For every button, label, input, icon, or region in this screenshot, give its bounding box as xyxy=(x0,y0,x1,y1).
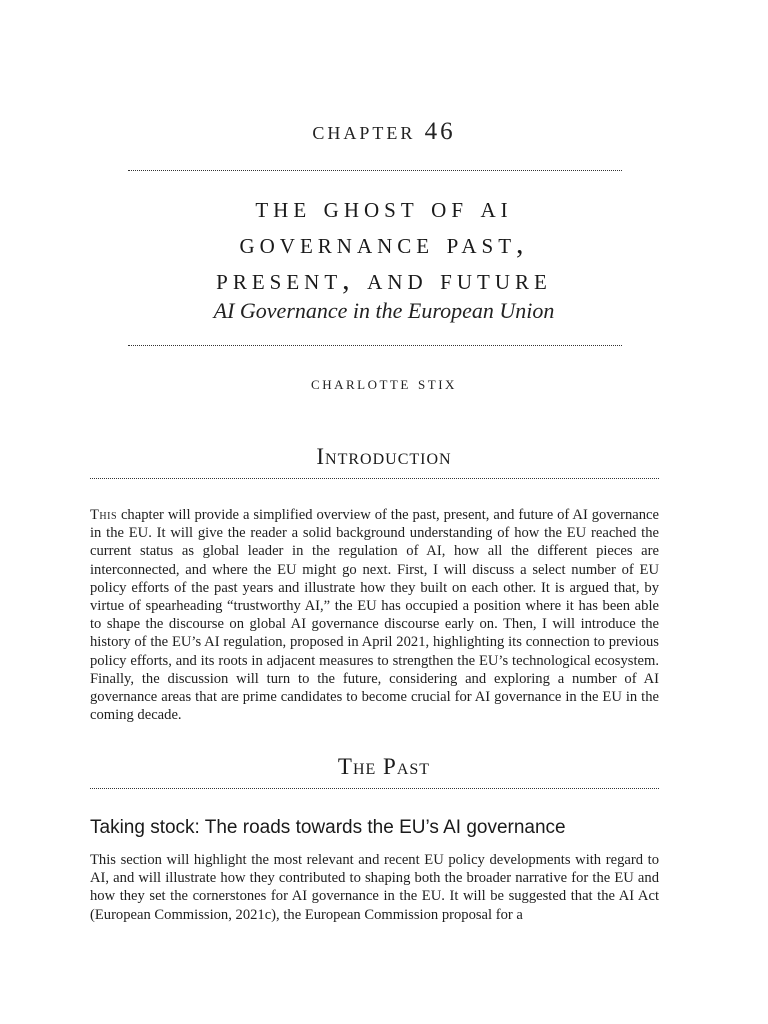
introduction-body-text: chapter will provide a simplified overview of the past, present, and future of AI governance in the EU. It will give the reader a solid background understanding of how the EU reached the current status as global leader in the regulation of AI, how all the different pieces are interconnected, and where the EU might go next. First, I will discuss a select number of EU policy efforts of the past years and illustrate how they built on each other. It is argued that, by virtue of spearheading “trustworthy AI,” the EU has occupied a position where it has been able to shape the discourse on global AI governance discourse early on. Then, I will introduce the history of the EU’s AI regulation, proposed in April 2021, highlighting its connection to previous policy efforts, and its roots in adjacent measures to strengthen the EU’s technological ecosystem. Finally, the discussion will turn to the future, considering and exploring a number of AI governance areas that are prime candidates to become crucial for AI governance in the EU in the coming decade. xyxy=(90,507,659,724)
section-heading-the-past: The Past xyxy=(337,754,431,779)
the-past-divider xyxy=(90,788,659,789)
subsection-heading: Taking stock: The roads towards the EU’s AI governance xyxy=(90,817,566,838)
the-past-paragraph: This section will highlight the most relevant and recent EU policy developments with regard to AI, and will illustrate how they contributed to shaping both the broader narrative for the EU and how they set the cornerstones for AI governance in the EU. It will be suggested that the AI Act (European Commission, 2021c), the European Commission proposal for a xyxy=(90,852,659,923)
chapter-title-line-3: present, and future xyxy=(216,263,552,296)
introduction-paragraph xyxy=(90,506,659,724)
introduction-lead-word: This xyxy=(90,507,118,523)
chapter-title-block xyxy=(0,190,768,326)
introduction-divider xyxy=(90,478,659,479)
chapter-subtitle: AI Governance in the European Union xyxy=(213,298,555,323)
title-top-divider xyxy=(128,170,622,171)
section-heading-introduction: Introduction xyxy=(316,444,452,469)
title-bottom-divider xyxy=(128,345,622,346)
chapter-label: chapter 46 xyxy=(312,118,456,145)
chapter-title-line-1: the ghost of ai xyxy=(255,191,513,224)
author-name: charlotte stix xyxy=(311,373,457,394)
chapter-title-line-2: governance past, xyxy=(239,227,529,260)
